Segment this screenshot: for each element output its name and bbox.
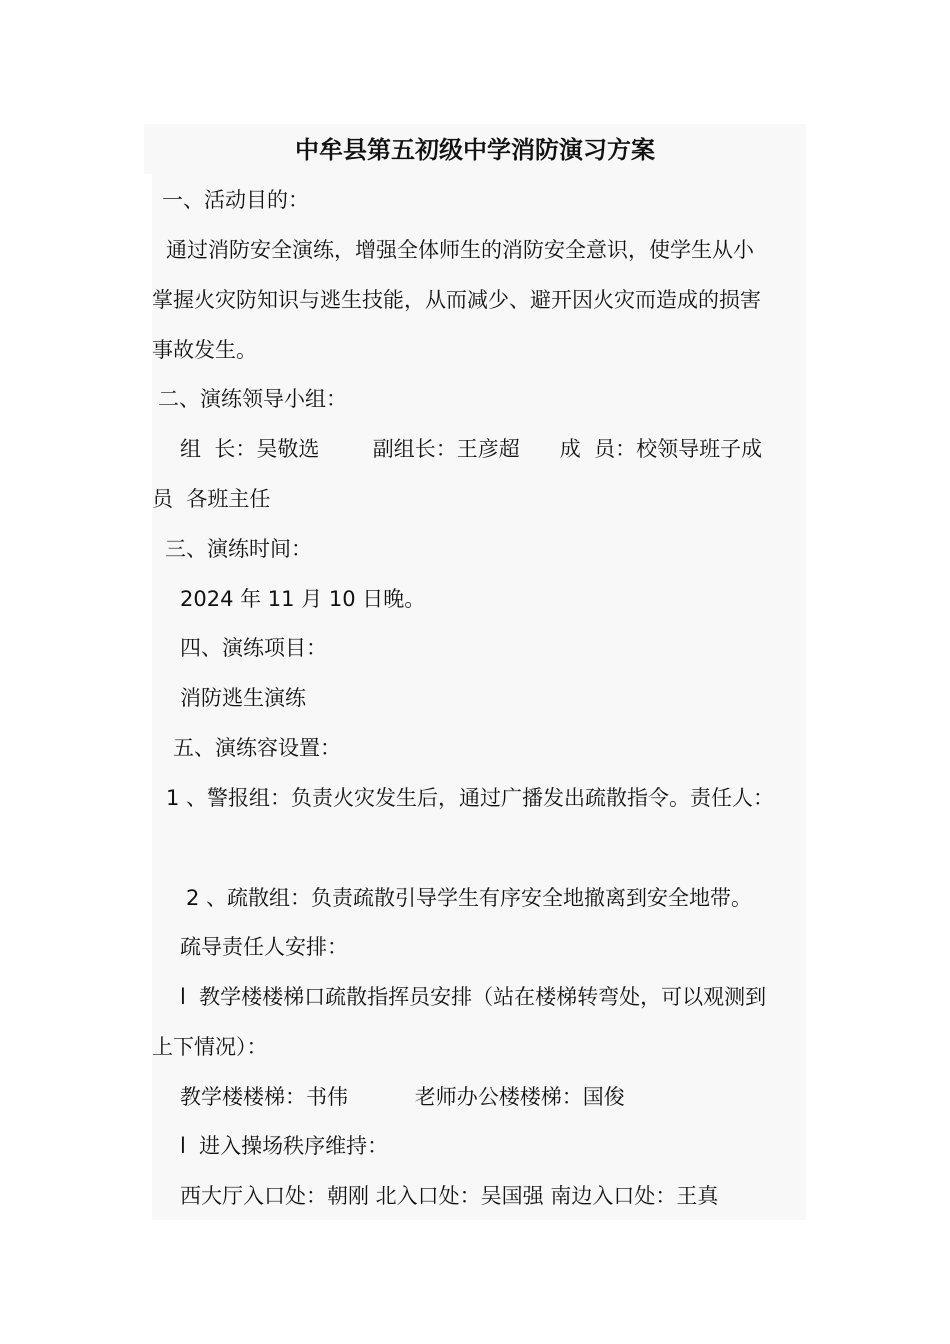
alarm-group-line: 1 、警报组：负责火灾发生后，通过广播发出疏散指令。责任人：	[166, 786, 775, 810]
paragraph-line: 通过消防安全演练，增强全体师生的消防安全意识，使学生从小	[166, 238, 754, 262]
paragraph-line: 疏导责任人安排：	[180, 935, 348, 959]
drill-date: 2024 年 11 月 10 日晚。	[180, 587, 426, 611]
document-title: 中牟县第五初级中学消防演习方案	[295, 136, 655, 164]
bullet-line: l 进入操场秩序维持：	[180, 1134, 389, 1158]
paragraph-line: 事故发生。	[152, 338, 257, 362]
section-heading-purpose: 一、活动目的：	[162, 188, 309, 212]
paragraph-line: 掌握火灾防知识与逃生技能，从而减少、避开因火灾而造成的损害	[152, 288, 761, 312]
drill-item: 消防逃生演练	[180, 686, 306, 710]
paragraph-line: 上下情况）：	[152, 1035, 268, 1059]
entrance-assignments: 西大厅入口处：朝刚 北入口处：吴国强 南边入口处：王真	[180, 1184, 719, 1208]
section-heading-items: 四、演练项目：	[180, 636, 327, 660]
leadership-members-line: 员 各班主任	[152, 487, 271, 511]
stairwell-assignments: 教学楼楼梯：书伟 老师办公楼楼梯：国俊	[180, 1085, 625, 1109]
leadership-members-line: 组 长：吴敬选 副组长：王彦超 成 员：校领导班子成	[180, 437, 763, 461]
section-heading-content: 五、演练容设置：	[173, 736, 341, 760]
section-heading-time: 三、演练时间：	[165, 537, 312, 561]
section-heading-leadership: 二、演练领导小组：	[158, 387, 347, 411]
bullet-line: l 教学楼楼梯口疏散指挥员安排（站在楼梯转弯处，可以观测到	[180, 985, 767, 1009]
evacuation-group-line: 2 、疏散组：负责疏散引导学生有序安全地撤离到安全地带。	[186, 886, 753, 910]
